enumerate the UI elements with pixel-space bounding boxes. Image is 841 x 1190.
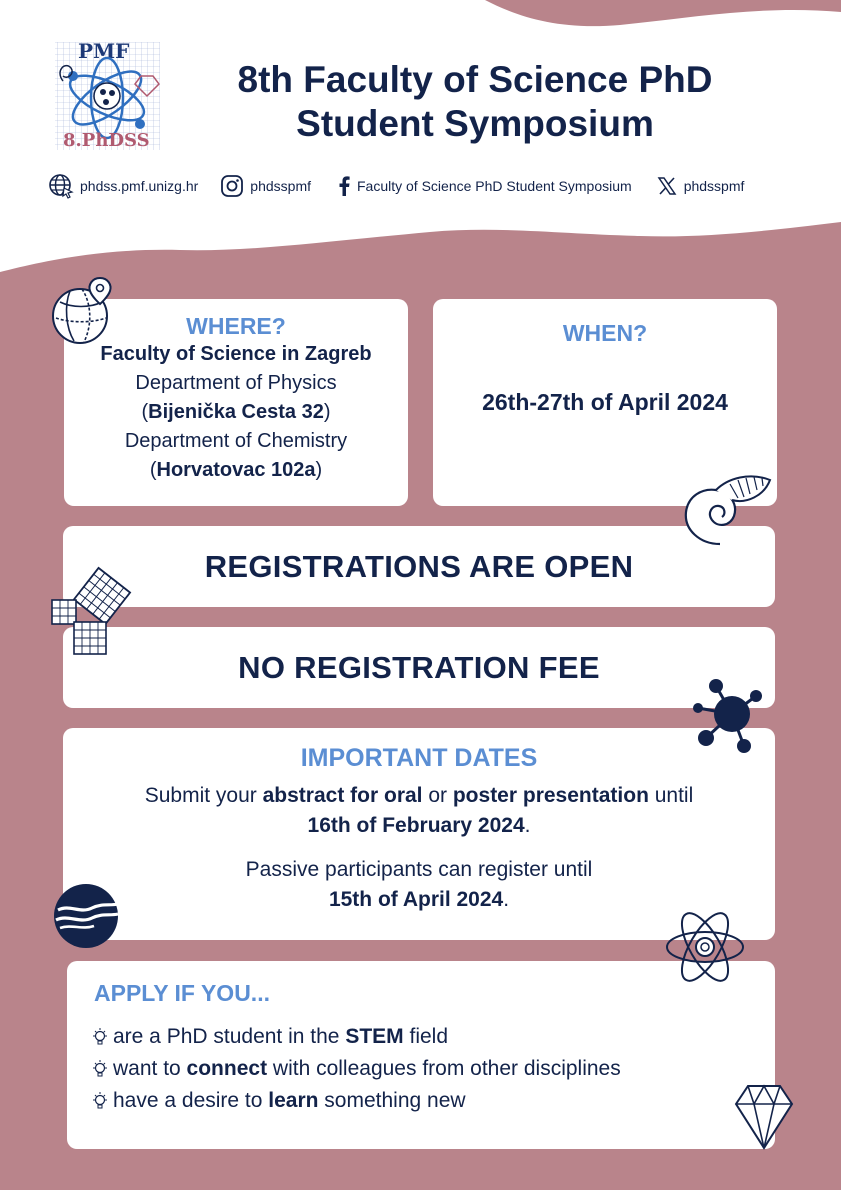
diamond-icon xyxy=(732,1080,796,1152)
globe-pin-icon xyxy=(50,276,120,348)
important-dates-heading: IMPORTANT DATES xyxy=(300,744,538,772)
planet-waves-icon xyxy=(52,882,122,950)
logo-text-top: PMF xyxy=(78,39,130,63)
list-item: have a desire to learn something new xyxy=(91,1085,775,1117)
where-address-chemistry: (Horvatovac 102a) xyxy=(149,459,323,481)
instagram-link[interactable] xyxy=(220,174,311,198)
registrations-open-text: REGISTRATIONS ARE OPEN xyxy=(204,548,634,584)
list-item: want to connect with colleagues from other disciplines xyxy=(91,1053,775,1085)
abstract-deadline-date: 16th of February 2024 xyxy=(307,814,525,837)
instagram-icon xyxy=(220,174,244,198)
molecule-icon xyxy=(688,674,768,756)
website-text: phdss.pmf.unizg.hr xyxy=(80,178,199,194)
abstract-deadline-text: Submit your abstract for oral or poster presentation until 16th of February 2024. xyxy=(144,784,694,837)
passive-deadline-text: Passive participants can register until 15th of April 2024. xyxy=(245,858,593,911)
where-heading: WHERE? xyxy=(186,313,286,339)
facebook-link[interactable] xyxy=(337,175,632,197)
website-link[interactable] xyxy=(48,173,198,199)
page-title xyxy=(175,58,775,146)
pythagoras-squares-icon xyxy=(48,566,134,656)
social-links-bar xyxy=(48,172,818,200)
lightbulb-icon xyxy=(91,1091,109,1111)
event-date: 26th-27th of April 2024 xyxy=(482,389,728,415)
where-address-physics: (Bijenička Cesta 32) xyxy=(141,401,331,423)
lightbulb-icon xyxy=(91,1059,109,1079)
logo-text-bottom: 8.PhDSS xyxy=(63,130,150,151)
apply-heading: APPLY IF YOU... xyxy=(94,980,270,1006)
pmf-phdss-logo xyxy=(45,36,170,158)
list-item: are a PhD student in the STEM field xyxy=(91,1021,775,1053)
no-fee-text: NO REGISTRATION FEE xyxy=(238,649,600,685)
where-faculty: Faculty of Science in Zagreb xyxy=(100,343,372,365)
title-line-1: 8th Faculty of Science PhD xyxy=(237,59,713,100)
x-text: phdsspmf xyxy=(683,178,745,194)
no-fee-card xyxy=(63,627,775,708)
lightbulb-icon xyxy=(91,1027,109,1047)
facebook-text: Faculty of Science PhD Student Symposium xyxy=(357,178,632,194)
atom-icon xyxy=(662,904,748,990)
globe-icon xyxy=(48,173,74,199)
facebook-icon xyxy=(337,175,351,197)
apply-list xyxy=(91,1021,775,1117)
x-icon xyxy=(656,175,678,197)
where-dept-physics: Department of Physics xyxy=(135,372,337,394)
registrations-open-card xyxy=(63,526,775,607)
when-heading: WHEN? xyxy=(562,320,648,346)
x-link[interactable] xyxy=(656,175,745,197)
instagram-text: phdsspmf xyxy=(250,178,311,194)
nautilus-shell-icon xyxy=(680,470,776,550)
passive-deadline-date: 15th of April 2024 xyxy=(328,888,504,911)
where-dept-chemistry: Department of Chemistry xyxy=(124,430,348,452)
title-line-2: Student Symposium xyxy=(296,103,654,144)
